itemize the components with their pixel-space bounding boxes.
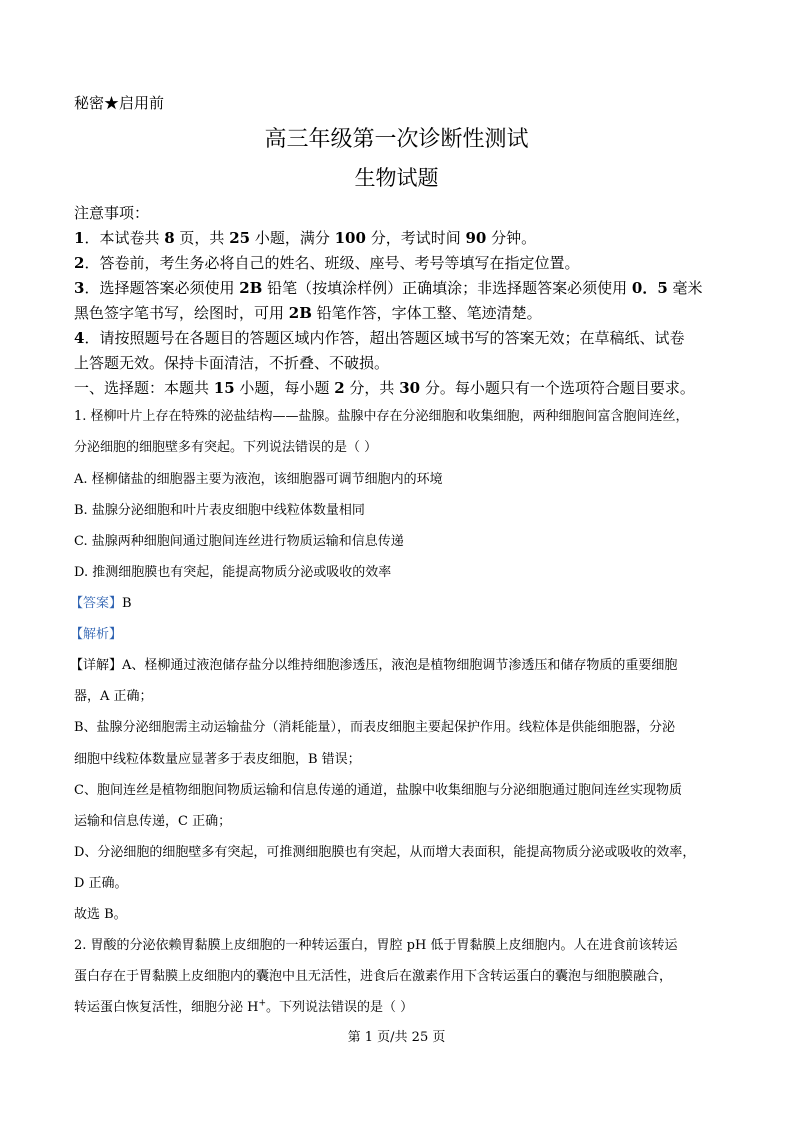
detail-label: 【详解】 — [70, 658, 123, 673]
notice-item-4-cont: 上答题无效。保持卡面清洁，不折叠、不破损。 — [74, 354, 390, 372]
q1-detail-line1: 【详解】A、柽柳通过液泡储存盐分以维持细胞渗透压，液泡是植物细胞调节渗透压和储存物质的重要细胞 — [70, 658, 678, 673]
notice-item-1: 1．本试卷共 8 页，共 25 小题，满分 100 分，考试时间 90 分钟。 — [74, 229, 537, 247]
q2-stem-line2: 蛋白存在于胃黏膜上皮细胞内的囊泡中且无活性，进食后在激素作用下含转运蛋白的囊泡与细胞膜融合， — [74, 969, 673, 984]
notice-item-2: 2．答卷前，考生务必将自己的姓名、班级、座号、考号等填写在指定位置。 — [74, 254, 580, 272]
q1-analysis-label: 【解析】 — [70, 627, 123, 642]
q2-stem-line1: 2. 胃酸的分泌依赖胃黏膜上皮细胞的一种转运蛋白，胃腔 pH 低于胃黏膜上皮细胞内。人在进食前该转运 — [74, 938, 678, 953]
exam-subtitle: 生物试题 — [354, 166, 439, 190]
section-heading: 一、选择题：本题共 15 小题，每小题 2 分，共 30 分。每小题只有一个选项符合题目要求。 — [74, 379, 695, 397]
q1-stem-line2: 分泌细胞的细胞壁多有突起。下列说法错误的是（ ） — [74, 440, 378, 455]
notice-item-3-cont: 黑色签字笔书写，绘图时，可用 2B 铅笔作答，字体工整、笔迹清楚。 — [74, 304, 542, 322]
q1-d-line1: D、分泌细胞的细胞壁多有突起，可推测细胞膜也有突起，从而增大表面积，能提高物质分泌或吸收的效率， — [74, 845, 696, 860]
notice-item-3: 3．选择题答案必须使用 2B 铅笔（按填涂样例）正确填涂；非选择题答案必须使用 0．5 毫米 — [74, 279, 703, 297]
q1-option-b: B. 盐腺分泌细胞和叶片表皮细胞中线粒体数量相同 — [74, 503, 365, 518]
secret-label: 秘密★启用前 — [74, 94, 165, 112]
notice-item-4: 4．请按照题号在各题目的答题区域内作答，超出答题区域书写的答案无效；在草稿纸、试卷 — [74, 329, 685, 347]
exam-title: 高三年级第一次诊断性测试 — [264, 127, 529, 152]
q1-detail-line2: 器，A 正确； — [74, 689, 153, 704]
q1-option-a: A. 柽柳储盐的细胞器主要为液泡，该细胞器可调节细胞内的环境 — [74, 472, 443, 487]
q1-option-d: D. 推测细胞膜也有突起，能提高物质分泌或吸收的效率 — [74, 565, 392, 580]
q1-conclusion: 故选 B。 — [74, 907, 127, 922]
q1-stem-line1: 1. 柽柳叶片上存在特殊的泌盐结构——盐腺。盐腺中存在分泌细胞和收集细胞，两种细胞间富含胞间连丝， — [74, 409, 689, 424]
q1-c-line1: C、胞间连丝是植物细胞间物质运输和信息传递的通道，盐腺中收集细胞与分泌细胞通过胞间连丝实现物质 — [74, 783, 682, 798]
q1-b-line2: 细胞中线粒体数量应显著多于表皮细胞，B 错误； — [74, 752, 361, 767]
page-footer: 第 1 页/共 25 页 — [347, 1030, 446, 1045]
q1-c-line2: 运输和信息传递，C 正确； — [74, 814, 232, 829]
q2-stem-line3: 转运蛋白恢复活性，细胞分泌 H+。下列说法错误的是（ ） — [74, 998, 414, 1015]
answer-label: 【答案】 — [70, 596, 123, 611]
q1-b-line1: B、盐腺分泌细胞需主动运输盐分（消耗能量），而表皮细胞主要起保护作用。线粒体是供能细胞器，分泌 — [74, 720, 676, 735]
answer-value: B — [122, 596, 132, 611]
q1-answer — [70, 592, 132, 611]
q1-option-c: C. 盐腺两种细胞间通过胞间连丝进行物质运输和信息传递 — [74, 534, 404, 549]
notice-heading: 注意事项： — [74, 204, 150, 222]
q1-d-line2: D 正确。 — [74, 876, 128, 891]
